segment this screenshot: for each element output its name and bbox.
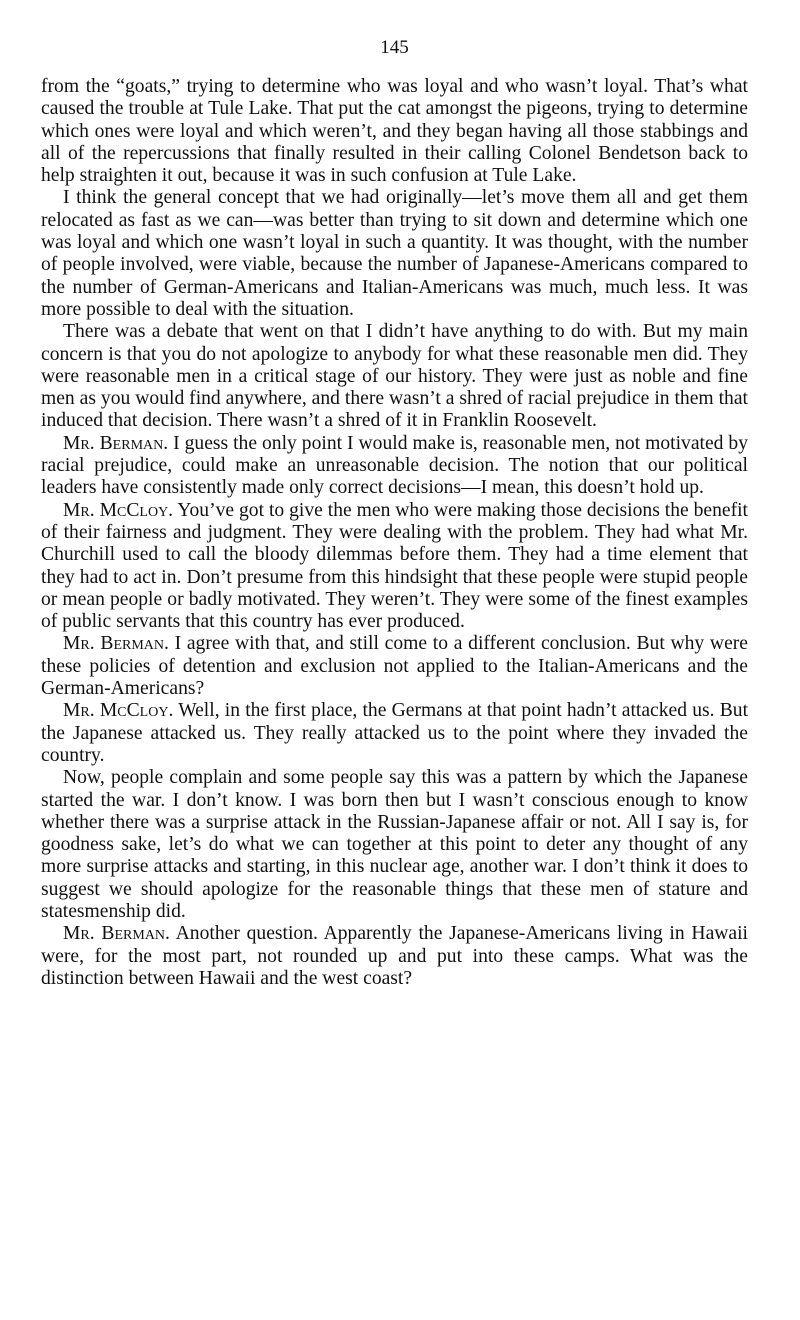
document-page [41,36,748,990]
paragraph-text: You’ve got to give the men who were making those decisions the benefit of their fairness and judgment. They were dealing with the problem. They had what Mr. Churchill used to call the bloody dilemmas before them. They had a time element that they had to act in. Don’t presume from this hindsight that these people were stupid people or mean people or badly motivated. They weren’t. They were some of the finest examples of public servants that this country has ever produced. [41,499,749,633]
paragraph-text: Now, people complain and some people say this was a pattern by which the Japanese started the war. I don’t know. I was born then but I wasn’t conscious enough to know whether there was a surprise attack in the Russian-Japanese affair or not. All I say is, for goodness sake, let’s do what we can together at this point to deter any thought of any more surprise attacks and starting, in this nuclear age, another war. I don’t think it does to suggest we should apologize for the reasonable things that these men of stature and statesmenship did. [41,767,748,922]
paragraph-text: I agree with that, and still come to a different conclusion. But why were these policies of detention and exclusion not applied to the Italian-Americans and the German-Americans? [41,633,748,700]
paragraph-6 [41,633,748,700]
page-number: 145 [380,37,409,58]
speaker-name: Mr. Berman. [63,432,169,454]
paragraph-5 [41,500,748,634]
paragraph-8 [41,767,748,923]
paragraph-2 [41,187,748,321]
speaker-name: Mr. McCloy. [63,499,174,521]
paragraph-text: Another question. Apparently the Japanese-Americans living in Hawaii were, for the most part, not rounded up and put into these camps. What was the distinction between Hawaii and the west coast? [41,923,749,989]
speaker-name: Mr. Berman. [63,923,170,945]
paragraph-4 [41,433,748,500]
paragraph-3 [41,321,748,432]
speaker-name: Mr. Berman. [63,633,169,655]
paragraph-1 [41,76,748,187]
paragraph-text: from the “goats,” trying to determine who was loyal and who wasn’t loyal. That’s what caused the trouble at Tule Lake. That put the cat amongst the pigeons, trying to determine which ones were loyal and which weren’t, and they began having all those stabbings and all of the repercussions that finally resulted in their calling Colonel Bendetson back to help straighten it out, because it was in such confusion at Tule Lake. [41,76,748,187]
paragraph-text: There was a debate that went on that I didn’t have anything to do with. But my main concern is that you do not apologize to anybody for what these reasonable men did. They were reasonable men in a critical stage of our history. They were just as noble and fine men as you would find anywhere, and there wasn’t a shred of racial prejudice in them that induced that decision. There wasn’t a shred of it in Franklin Roosevelt. [41,321,748,432]
paragraph-9 [41,923,748,990]
paragraph-text: Well, in the first place, the Germans at that point hadn’t attacked us. But the Japanese attacked us. They really attacked us to the point where they invaded the country. [41,700,749,766]
paragraph-text: I guess the only point I would make is, reasonable men, not motivated by racial prejudice, could make an unreasonable decision. The notion that our political leaders have consistently made only correct decisions—I mean, this doesn’t hold up. [41,432,749,499]
paragraph-7 [41,700,748,767]
speaker-name: Mr. McCloy. [63,700,174,722]
paragraph-text: I think the general concept that we had originally—let’s move them all and get them relocated as fast as we can—was better than trying to sit down and determine which one was loyal and which one wasn’t loyal in such a quantity. It was thought, with the number of people involved, were viable, because the number of Japanese-Americans compared to the number of German-Americans and Italian-Americans was much, much less. It was more possible to deal with the situation. [41,187,748,320]
